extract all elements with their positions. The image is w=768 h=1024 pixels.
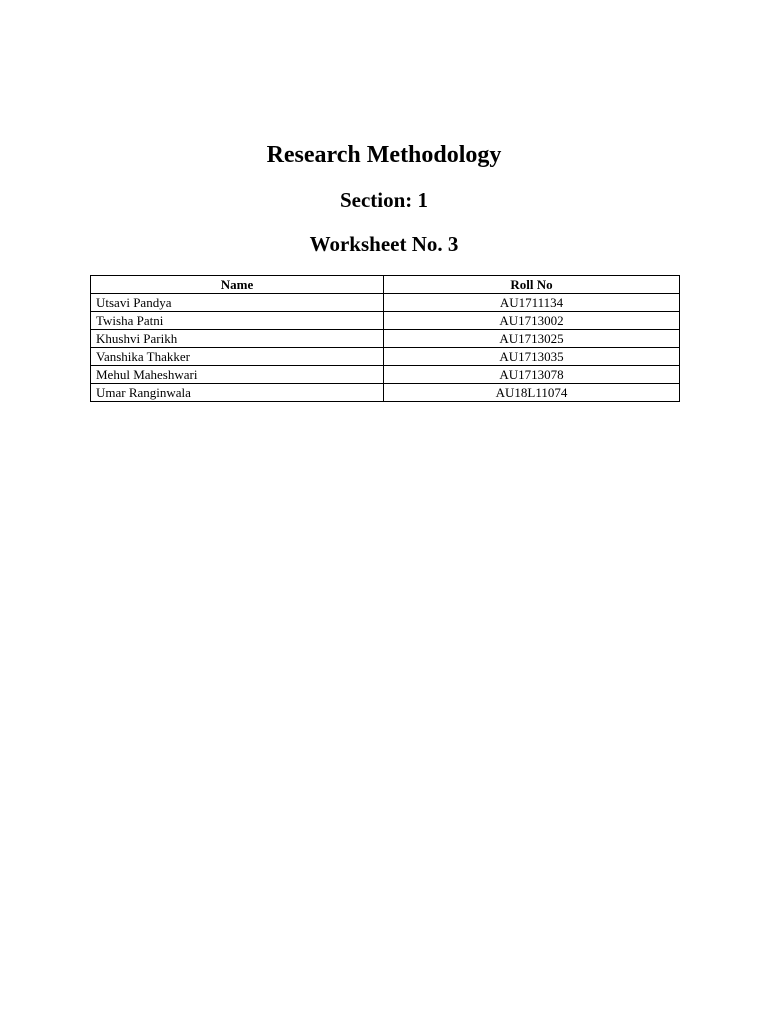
student-roster-table [90,275,680,402]
table-row [91,312,680,330]
roll-number-cell: AU1713025 [384,330,680,348]
student-name-cell: Khushvi Parikh [91,330,384,348]
document-title: Research Methodology [266,142,502,168]
table-header-row [91,276,680,294]
student-name-cell: Utsavi Pandya [91,294,384,312]
roll-number-cell: AU1713078 [384,366,680,384]
student-name-cell: Twisha Patni [91,312,384,330]
roll-number-cell: AU1711134 [384,294,680,312]
column-header-roll-no: Roll No [384,276,680,294]
student-name-cell: Vanshika Thakker [91,348,384,366]
section-heading: Section: 1 [339,188,429,212]
table-row [91,348,680,366]
roll-number-cell: AU18L11074 [384,384,680,402]
table-row [91,294,680,312]
column-header-name: Name [91,276,384,294]
roll-number-cell: AU1713035 [384,348,680,366]
student-name-cell: Umar Ranginwala [91,384,384,402]
student-name-cell: Mehul Maheshwari [91,366,384,384]
table-row [91,330,680,348]
table-row [91,366,680,384]
worksheet-heading: Worksheet No. 3 [309,232,459,256]
roll-number-cell: AU1713002 [384,312,680,330]
table-row [91,384,680,402]
